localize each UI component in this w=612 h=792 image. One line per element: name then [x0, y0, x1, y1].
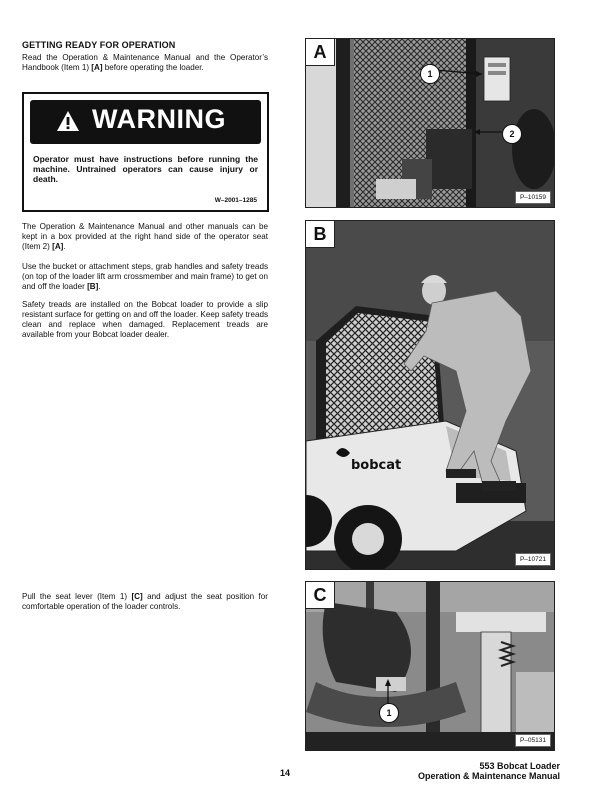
p1-text-end: . — [63, 241, 66, 251]
figure-a-code: P–10159 — [515, 191, 551, 204]
warning-triangle-icon — [56, 110, 80, 132]
figure-a-callout-2: 2 — [502, 124, 522, 144]
p4-text: Pull the seat lever (Item 1) — [22, 592, 132, 601]
intro-paragraph — [22, 53, 268, 73]
intro-text-end: before operating the loader. — [102, 62, 204, 72]
body-paragraph-2 — [22, 262, 268, 292]
figure-b-photo — [306, 221, 555, 570]
warning-text: Operator must have instructions before running the machine. Untrained operators can cause injury or death. — [33, 154, 258, 184]
figure-a-label: A — [306, 39, 335, 66]
p2-text: Use the bucket or attachment steps, grab handles and safety treads (on top of the loader lift arm crossmember and main frame) to get on and off the loader — [22, 262, 268, 291]
body-paragraph-4 — [22, 592, 268, 612]
figure-b-code: P–10721 — [515, 553, 551, 566]
p3-text: Safety treads are installed on the Bobcat loader to provide a slip resistant surface for getting on and off the loader. Keep safety treads clean and replace when damaged. Replacement treads are available from your Bobcat loader dealer. — [22, 300, 268, 339]
body-paragraph-1 — [22, 222, 268, 252]
footer-title — [418, 761, 560, 781]
figure-c-code: P–05131 — [515, 734, 551, 747]
footer-model: 553 Bobcat Loader — [479, 761, 560, 771]
p1-text: The Operation & Maintenance Manual and other manuals can be kept in a box provided at the right hand side of the operator seat (Item 2) — [22, 222, 268, 251]
figure-c — [305, 581, 555, 751]
p4-figure-ref: [C] — [131, 592, 143, 601]
warning-box — [22, 92, 269, 212]
warning-title: WARNING — [92, 104, 226, 134]
warning-banner — [30, 100, 261, 144]
p2-figure-ref: [B] — [87, 281, 99, 291]
intro-figure-ref: [A] — [91, 62, 103, 72]
warning-code: W–2001–1285 — [214, 197, 257, 204]
p4-text-end: and adjust the seat position for comfortable operation of the loader controls. — [22, 592, 268, 611]
figure-b — [305, 220, 555, 570]
figure-b-label: B — [306, 221, 335, 248]
figure-c-photo — [306, 582, 555, 751]
section-heading: GETTING READY FOR OPERATION — [22, 40, 176, 50]
figure-c-callout-1: 1 — [379, 703, 399, 723]
figure-a — [305, 38, 555, 208]
body-paragraph-3 — [22, 300, 268, 340]
page-number: 14 — [280, 768, 291, 778]
p2-text-end: . — [98, 281, 101, 291]
figure-c-label: C — [306, 582, 335, 609]
bobcat-brand-text: bobcat — [351, 458, 402, 473]
figure-a-callout-1: 1 — [420, 64, 440, 84]
intro-text: Read the Operation & Maintenance Manual and the Operator’s Handbook (Item 1) — [22, 53, 268, 72]
p1-figure-ref: [A] — [52, 241, 64, 251]
footer-manual: Operation & Maintenance Manual — [417, 771, 560, 781]
